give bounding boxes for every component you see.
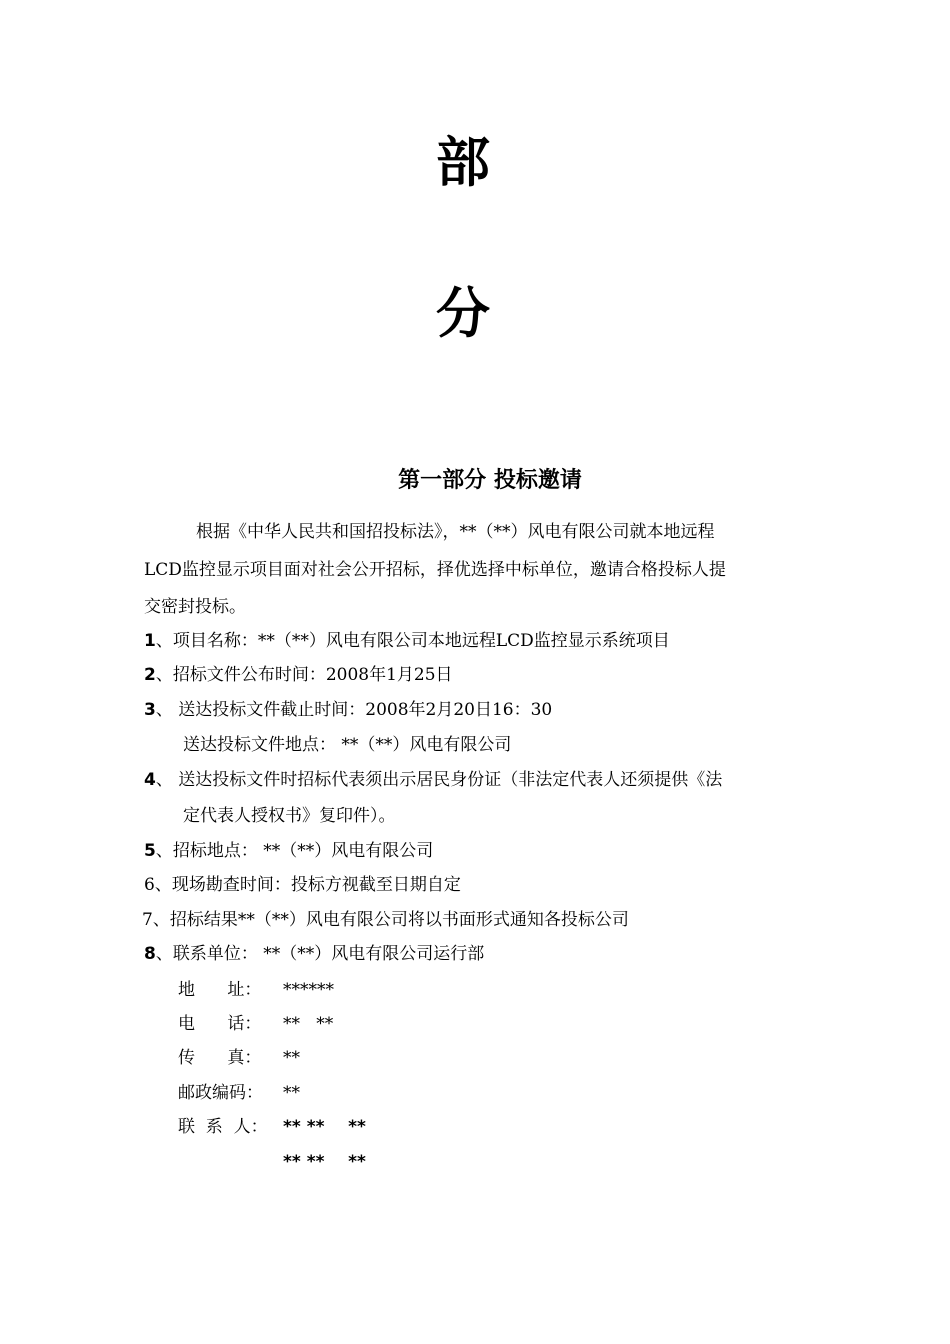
item-3-continued: 送达投标文件地点： **（**）风电有限公司: [183, 735, 512, 755]
item-1: [144, 629, 670, 653]
postcode-label: 邮政编码：: [178, 1083, 263, 1103]
item-4-continued: 定代表人授权书》复印件）。: [183, 806, 396, 826]
cover-char-1: 部: [436, 131, 490, 194]
intro-line-1: 根据《中华人民共和国招投标法》，**（**）风电有限公司就本地远程: [196, 522, 715, 542]
cover-char-2: 分: [436, 282, 490, 345]
item-2: [144, 663, 453, 687]
phone-value: ** **: [283, 1014, 334, 1034]
item-7: 7、招标结果**（**）风电有限公司将以书面形式通知各投标公司: [142, 910, 629, 930]
item-2-number: 2: [144, 665, 156, 685]
contact-person-value-2: ** ** **: [283, 1152, 366, 1172]
postcode-value: **: [283, 1083, 300, 1103]
fax-label: 传 真：: [178, 1048, 262, 1068]
item-8-number: 8: [144, 944, 156, 964]
item-8: [144, 942, 484, 966]
item-4: [144, 768, 722, 792]
item-5: [144, 839, 433, 863]
item-4-number: 4: [144, 770, 156, 790]
item-3: [144, 698, 552, 722]
address-value: ******: [283, 980, 334, 1000]
item-5-number: 5: [144, 841, 156, 861]
contact-person-label: 联 系 人：: [178, 1117, 268, 1137]
item-3-number: 3: [144, 700, 156, 720]
fax-value: **: [283, 1048, 300, 1068]
intro-line-3: 交密封投标。: [144, 597, 246, 617]
item-1-text: 、项目名称：**（**）风电有限公司本地远程LCD监控显示系统项目: [155, 631, 670, 651]
intro-line-2: LCD监控显示项目面对社会公开招标，择优选择中标单位，邀请合格投标人提: [144, 560, 726, 580]
item-5-text: 、招标地点： **（**）风电有限公司: [155, 841, 434, 861]
section-title: 第一部分 投标邀请: [398, 468, 582, 493]
item-1-number: 1: [144, 631, 156, 651]
item-6: 6、现场勘查时间：投标方视截至日期自定: [144, 875, 461, 895]
address-label: 地 址：: [178, 980, 262, 1000]
item-8-text: 、联系单位： **（**）风电有限公司运行部: [155, 944, 485, 964]
item-2-text: 、招标文件公布时间：2008年1月25日: [155, 665, 453, 685]
item-3-text: 、 送达投标文件截止时间：2008年2月20日16：30: [155, 700, 553, 720]
item-4-text: 、 送达投标文件时招标代表须出示居民身份证（非法定代表人还须提供《法: [155, 770, 723, 790]
phone-label: 电 话：: [178, 1014, 262, 1034]
contact-person-value-1: ** ** **: [283, 1117, 366, 1137]
